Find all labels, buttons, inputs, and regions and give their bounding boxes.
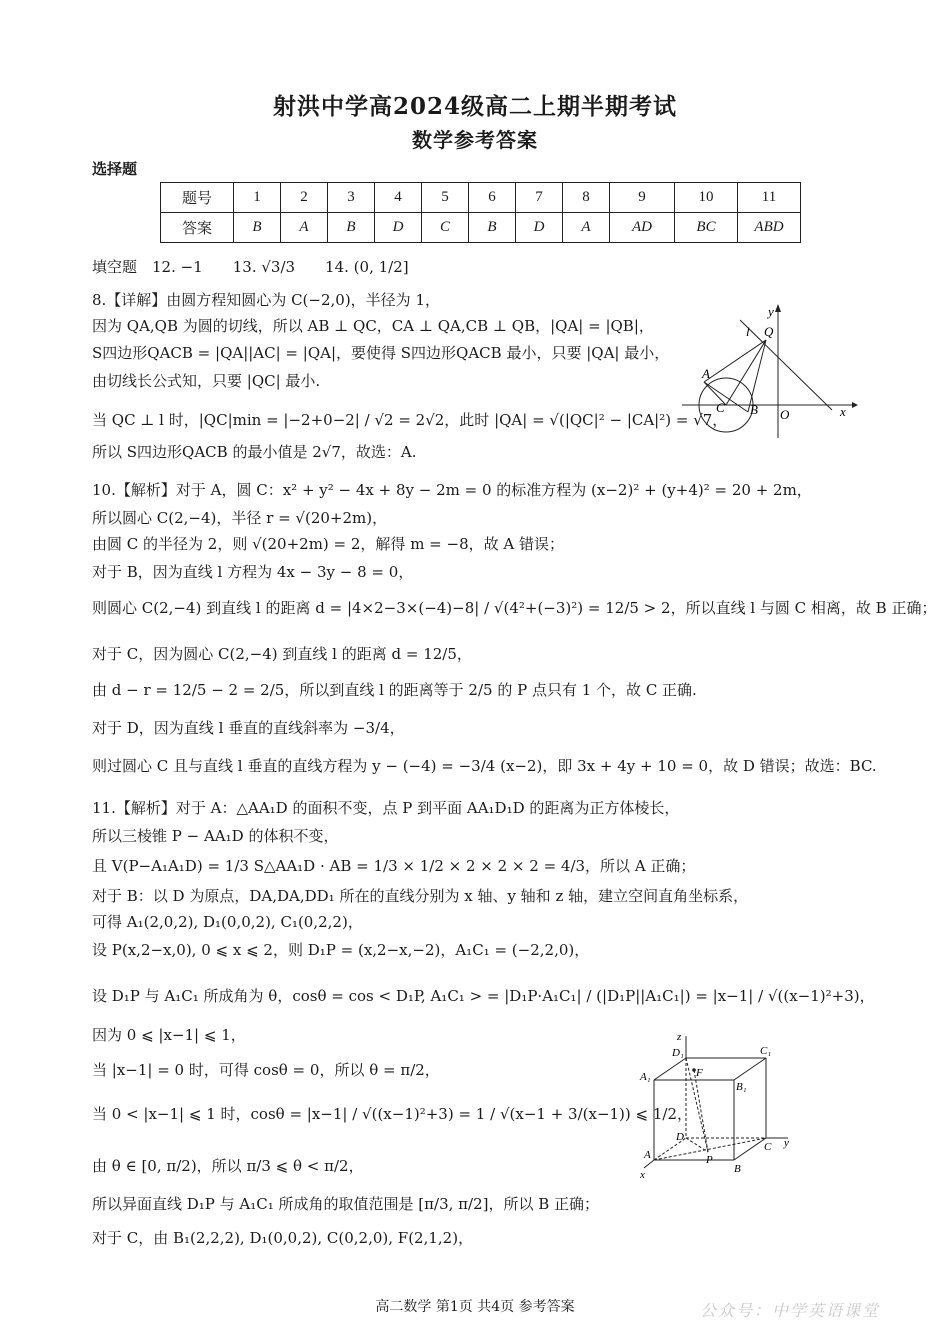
q11-line-12: 所以异面直线 D₁P 与 A₁C₁ 所成角的取值范围是 [π/3, π/2]，所以 B 正确； xyxy=(92,1195,600,1213)
table-cell: 2 xyxy=(281,183,328,213)
label-a1: A₁ xyxy=(640,1071,651,1083)
label-p: P xyxy=(706,1154,713,1166)
q8-line-5: 当 QC ⊥ l 时，|QC|min = |−2+0−2| / √2 = 2√2，此时 |QA| = √(|QC|² − |CA|²) = √7， xyxy=(92,411,728,429)
segment-ab xyxy=(704,382,748,412)
label-f: F xyxy=(696,1067,703,1079)
q11-line-13: 对于 C，由 B₁(2,2,2), D₁(0,0,2), C(0,2,0), F(2,1,2)， xyxy=(92,1229,474,1247)
table-cell: 6 xyxy=(469,183,516,213)
label-y: y xyxy=(768,304,774,319)
table-cell: AD xyxy=(610,213,675,243)
q11-line-3: 且 V(P−A₁A₁D) = 1/3 S△AA₁D · AB = 1/3 × 1/2 × 2 × 2 × 2 = 4/3，所以 A 正确； xyxy=(92,857,696,875)
q8-line-3: S四边形QACB = |QA||AC| = |QA|，要使得 S四边形QACB 最小，只要 |QA| 最小， xyxy=(92,344,670,362)
table-cell: 1 xyxy=(234,183,281,213)
q10-line-8: 对于 D，因为直线 l 垂直的直线斜率为 −3/4， xyxy=(92,719,405,737)
segment-qc xyxy=(726,340,766,405)
q11-line-9: 当 |x−1| = 0 时，可得 cosθ = 0，所以 θ = π/2， xyxy=(92,1061,440,1079)
table-cell: B xyxy=(328,213,375,243)
fill-blank-answers: 填空题 12. −1 13. √3/3 14. (0, 1/2] xyxy=(92,258,409,276)
label-d1: D₁ xyxy=(672,1047,684,1059)
q8-line-2: 因为 QA,QB 为圆的切线，所以 AB ⊥ QC，CA ⊥ QA,CB ⊥ QB，|QA| = |QB|， xyxy=(92,317,654,335)
label-y: y xyxy=(784,1137,789,1149)
q10-line-4: 对于 B，因为直线 l 方程为 4x − 3y − 8 = 0， xyxy=(92,563,414,581)
q10-line-3: 由圆 C 的半径为 2，则 √(20+2m) = 2，解得 m = −8，故 A 错误； xyxy=(92,535,565,553)
page-title: 射洪中学高2024级高二上期半期考试 xyxy=(272,93,677,120)
label-a: A xyxy=(644,1149,651,1161)
table-cell: 11 xyxy=(738,183,801,213)
table-cell: 3 xyxy=(328,183,375,213)
q10-line-7: 由 d − r = 12/5 − 2 = 2/5，所以到直线 l 的距离等于 2/5 的 P 点只有 1 个，故 C 正确. xyxy=(92,681,697,699)
section-choice-heading: 选择题 xyxy=(92,160,138,178)
label-c: C xyxy=(716,400,725,415)
label-b: B xyxy=(734,1163,741,1175)
q8-line-1: 8.【详解】由圆方程知圆心为 C(−2,0)，半径为 1， xyxy=(92,291,440,309)
answer-table xyxy=(160,182,801,243)
x-axis-arrow xyxy=(852,402,858,408)
table-row xyxy=(161,183,801,213)
q11-line-8: 因为 0 ⩽ |x−1| ⩽ 1， xyxy=(92,1026,246,1044)
q11-line-7: 设 D₁P 与 A₁C₁ 所成角为 θ，cosθ = cos < D₁P, A₁C₁ > = |D₁P·A₁C₁| / (|D₁P||A₁C₁|) = |x−1| / √((x−1)²+3)， xyxy=(92,987,875,1005)
table-cell: A xyxy=(281,213,328,243)
q8-line-6: 所以 S四边形QACB 的最小值是 2√7，故选：A. xyxy=(92,443,417,461)
table-cell: ABD xyxy=(738,213,801,243)
y-axis-arrow xyxy=(775,304,781,312)
table-cell: D xyxy=(516,213,563,243)
table-cell: 4 xyxy=(375,183,422,213)
table-cell: A xyxy=(563,213,610,243)
table-cell: 10 xyxy=(675,183,738,213)
q10-line-6: 对于 C，因为圆心 C(2,−4) 到直线 l 的距离 d = 12/5， xyxy=(92,645,472,663)
table-cell: 题号 xyxy=(161,183,234,213)
table-cell: 答案 xyxy=(161,213,234,243)
q11-line-6: 设 P(x,2−x,0), 0 ⩽ x ⩽ 2，则 D₁P = (x,2−x,−2)，A₁C₁ = (−2,2,0)， xyxy=(92,941,590,959)
q8-line-4: 由切线长公式知，只要 |QC| 最小. xyxy=(92,372,321,390)
line-l xyxy=(740,320,832,410)
page-footer: 高二数学 第1页 共4页 参考答案 xyxy=(375,1299,575,1315)
edge-b1c1 xyxy=(734,1058,766,1080)
table-cell: D xyxy=(375,213,422,243)
label-c: C xyxy=(764,1141,772,1153)
table-cell: B xyxy=(469,213,516,243)
table-cell: B xyxy=(234,213,281,243)
table-row xyxy=(161,213,801,243)
edge-a1d1 xyxy=(654,1058,686,1080)
segment-fp xyxy=(694,1070,708,1152)
q11-line-11: 由 θ ∈ [0, π/2)，所以 π/3 ⩽ θ < π/2， xyxy=(92,1157,364,1175)
label-d: D xyxy=(676,1131,684,1143)
q10-line-9: 则过圆心 C 且与直线 l 垂直的直线方程为 y − (−4) = −3/4 (x−2)，即 3x + 4y + 10 = 0，故 D 错误；故选：BC. xyxy=(92,757,877,775)
label-x: x xyxy=(640,1169,645,1180)
q11-line-4: 对于 B：以 D 为原点，DA,DA,DD₁ 所在的直线分别为 x 轴、y 轴和 z 轴，建立空间直角坐标系， xyxy=(92,887,749,905)
table-cell: 9 xyxy=(610,183,675,213)
label-a: A xyxy=(702,366,710,381)
label-b1: B₁ xyxy=(736,1081,747,1093)
q11-line-10: 当 0 < |x−1| ⩽ 1 时，cosθ = |x−1| / √((x−1)²+3) = 1 / √(x−1 + 3/(x−1)) ⩽ 1/2， xyxy=(92,1105,693,1123)
circle-tangent-figure xyxy=(682,302,858,442)
x-axis xyxy=(644,1160,654,1168)
cube-figure xyxy=(636,1030,798,1180)
label-b: B xyxy=(750,402,758,417)
label-l: l xyxy=(746,324,750,339)
page-subtitle: 数学参考答案 xyxy=(412,128,538,152)
label-o: O xyxy=(780,407,790,422)
q11-line-1: 11.【解析】对于 A：△AA₁D 的面积不变，点 P 到平面 AA₁D₁D 的距离为正方体棱长， xyxy=(92,799,680,817)
q10-line-1: 10.【解析】对于 A，圆 C：x² + y² − 4x + 8y − 2m = 0 的标准方程为 (x−2)² + (y+4)² = 20 + 2m， xyxy=(92,481,812,499)
label-x: x xyxy=(840,404,846,419)
q10-line-5: 则圆心 C(2,−4) 到直线 l 的距离 d = |4×2−3×(−4)−8| / √(4²+(−3)²) = 12/5 > 2，所以直线 l 与圆 C 相离，故 B 正确； xyxy=(92,599,937,617)
table-cell: BC xyxy=(675,213,738,243)
watermark: 公众号：中学英语课堂 xyxy=(700,1301,881,1320)
table-cell: C xyxy=(422,213,469,243)
label-q: Q xyxy=(764,324,774,339)
label-c1: C₁ xyxy=(760,1045,772,1057)
q10-line-2: 所以圆心 C(2,−4)，半径 r = √(20+2m)， xyxy=(92,509,388,527)
label-z: z xyxy=(677,1031,682,1043)
table-cell: 5 xyxy=(422,183,469,213)
q11-line-5: 可得 A₁(2,0,2), D₁(0,0,2), C₁(0,2,2)， xyxy=(92,913,363,931)
table-cell: 7 xyxy=(516,183,563,213)
table-cell: 8 xyxy=(563,183,610,213)
q11-line-2: 所以三棱锥 P − AA₁D 的体积不变， xyxy=(92,827,339,845)
